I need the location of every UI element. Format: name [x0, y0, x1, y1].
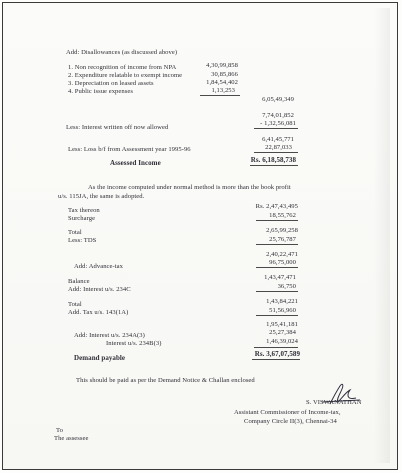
balance-value: 1,43,47,471 — [264, 274, 296, 281]
assessed-rule — [250, 165, 298, 166]
advance-tax-rule — [256, 267, 298, 268]
disallowance-item-4-label: 4. Public issue expenses — [68, 88, 133, 95]
less-tds-label: Less: TDS — [68, 237, 97, 244]
tax-143-value: 51,56,960 — [269, 307, 296, 314]
disallowance-item-2-value: 30,85,866 — [211, 71, 238, 78]
tax-thereon-label: Tax thereon — [68, 207, 100, 214]
signatory-office: Company Circle II(3), Chennai-34 — [244, 418, 337, 425]
assessed-income-label: Assessed Income — [110, 159, 161, 167]
total-2-label: Total — [68, 301, 82, 308]
interest-written-off-value: - 1,32,56,081 — [260, 120, 296, 127]
interest-written-off-label: Less: Interest written off now allowed — [66, 124, 169, 131]
interest-234b-label: Interest u/s. 234B(3) — [106, 340, 162, 347]
disallowance-item-2-label: 2. Expenditure relatable to exempt income — [68, 72, 183, 79]
disallowance-item-1-value: 4,30,99,858 — [206, 62, 238, 69]
interest-234b-rule — [254, 347, 298, 348]
advance-tax-value: 96,75,000 — [269, 259, 296, 266]
to-label: To — [56, 427, 63, 434]
demand-payable-label: Demand payable — [74, 354, 126, 362]
signatory-designation: Assistant Commissioner of Income-tax, — [234, 409, 341, 416]
less-tds-value: 25,76,787 — [269, 236, 296, 243]
disallowance-item-4-value: 1,13,253 — [211, 87, 235, 94]
advance-tax-label: Add: Advance-tax — [74, 263, 123, 270]
tax-143-rule — [256, 315, 298, 316]
surcharge-label: Surcharge — [68, 215, 96, 222]
subtotal-rule — [200, 95, 240, 96]
surcharge-value: 18,55,762 — [269, 212, 296, 219]
loss-bf-value: 22,87,033 — [265, 144, 292, 151]
disallowance-item-1-label: 1. Non recognition of income from NPA — [68, 64, 177, 71]
interest-234a-value: 25,27,384 — [269, 329, 296, 336]
interest-234c-label: Add: Interest u/s. 234C — [68, 286, 131, 293]
total-1-value: 2,65,99,258 — [266, 227, 298, 234]
balance-label: Balance — [68, 278, 90, 285]
total-1-label: Total — [68, 229, 82, 236]
addressee: The assessee — [54, 435, 89, 442]
loss-rule — [254, 152, 298, 153]
page-shadow — [374, 8, 390, 463]
tax-143-label: Add. Tax u/s. 143(1A) — [68, 309, 129, 316]
interest-rule — [254, 128, 298, 129]
disallowances-subtotal: 6,05,49,349 — [262, 96, 294, 103]
loss-bf-sum: 6,41,45,771 — [262, 136, 294, 143]
interest-234c-value: 36,750 — [277, 283, 296, 290]
note-line-1: As the income computed under normal method is more than the book profit — [88, 184, 291, 191]
disallowance-item-3-label: 3. Depreciation on leased assets — [68, 80, 154, 87]
assessed-income-value: Rs. 6,18,58,738 — [250, 156, 296, 164]
demand-rule — [252, 359, 300, 360]
loss-bf-label: Less: Loss b/f from Assessment year 1995-96 — [68, 146, 191, 153]
signatory-name: S. VISWANATHAN — [306, 399, 362, 406]
note-line-2: u/s. 115JA, the same is adopted. — [58, 193, 145, 200]
tds-rule — [256, 244, 298, 245]
surcharge-rule — [256, 220, 298, 221]
interest-234b-value: 1,46,39,024 — [266, 338, 298, 345]
total-2-value: 1,43,84,221 — [266, 298, 298, 305]
disallowance-item-3-value: 1,84,54,402 — [206, 79, 238, 86]
interest-234a-label: Add: Interest u/s. 234A(3) — [74, 332, 145, 339]
demand-payable-value: Rs. 3,67,07,589 — [254, 350, 300, 358]
total-1-net: 2,40,22,471 — [266, 251, 298, 258]
interest-234c-rule — [256, 291, 298, 292]
tax-thereon-value: Rs. 2,47,43,495 — [255, 203, 298, 210]
interest-written-off-sum: 7,74,01,852 — [262, 112, 294, 119]
payment-instruction: This should be paid as per the Demand Notice & Challan enclosed — [76, 377, 255, 384]
total-2-net: 1,95,41,181 — [266, 321, 298, 328]
disallowances-heading: Add: Disallowances (as discussed above) — [66, 49, 178, 56]
